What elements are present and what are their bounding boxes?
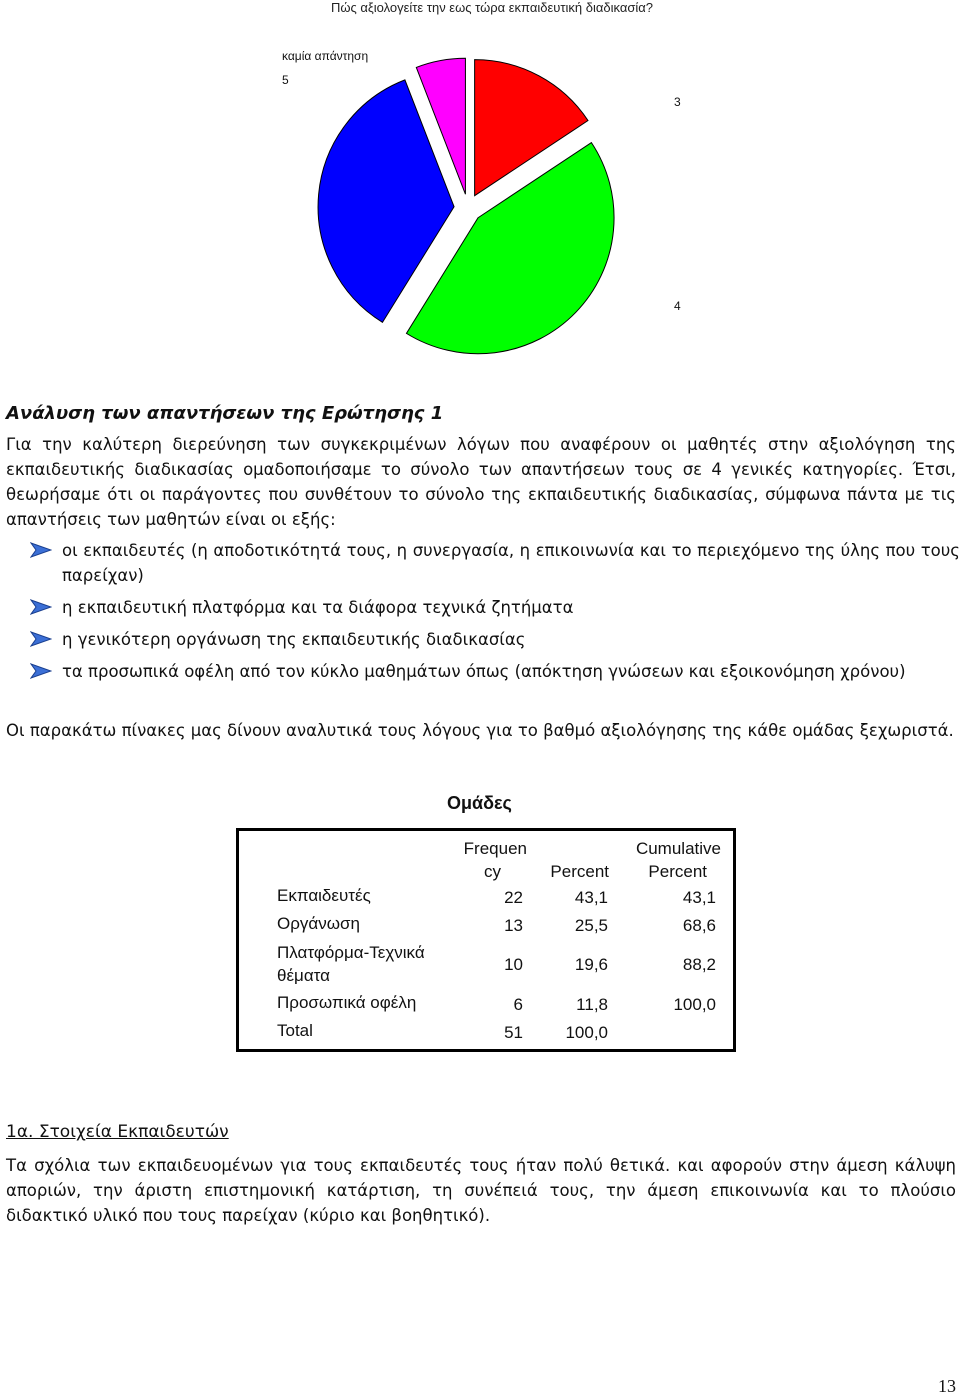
- category-list: [30, 538, 960, 684]
- subsection-title: 1α. Στοιχεία Εκπαιδευτών: [6, 1122, 229, 1142]
- row-label: Οργάνωση: [277, 914, 360, 933]
- row-frequency: 13: [504, 916, 523, 935]
- bullet-text: οι εκπαιδευτές (η αποδοτικότητά τους, η συνεργασία, η επικοινωνία και το περιεχόμενο της ύλης που τους παρείχαν): [62, 541, 960, 585]
- table-title: Ομάδες: [447, 793, 512, 813]
- row-frequency: 51: [504, 1023, 523, 1042]
- bullet-text: τα προσωπικά οφέλη από τον κύκλο μαθημάτων όπως (απόκτηση γνώσεων και εξοικονόμηση χρόνου): [62, 662, 906, 681]
- pie-chart: [260, 40, 700, 390]
- arrow-bullet-icon: [30, 631, 52, 647]
- list-item: [30, 538, 960, 588]
- row-cumulative: 43,1: [682, 888, 716, 907]
- header-percent: Percent: [550, 862, 609, 881]
- row-percent: 19,6: [574, 955, 608, 974]
- intro-paragraph: Για την καλύτερη διερεύνηση των συγκεκριμένων λόγων που αναφέρουν οι μαθητές στην αξιολόγηση της εκπαιδευτικής διαδικασίας ομαδοποιήσαμε το σύνολο των απαντήσεων τους σε 4 γενικές κατηγορίες. Έτσι, θεωρήσαμε ότι οι παράγοντες που συνθέτουν το σύνολο της εκπαιδευτικής διαδικασίας, σύμφωνα πάντα με τις απαντήσεις των μαθητών είναι οι εξής:: [6, 435, 956, 529]
- row-label: Εκπαιδευτές: [277, 886, 371, 905]
- bullet-text: η γενικότερη οργάνωση της εκπαιδευτικής διαδικασίας: [62, 630, 526, 649]
- slice-label: καμία απάντηση: [282, 49, 369, 63]
- slice-label: 4: [674, 299, 681, 313]
- row-cumulative: 100,0: [673, 995, 716, 1014]
- header-frequency-2: cy: [484, 862, 501, 881]
- header-cumulative-2: Percent: [648, 862, 707, 881]
- list-item: [30, 659, 960, 684]
- chart-title: Πώς αξιολογείτε την εως τώρα εκπαιδευτική διαδικασία?: [330, 0, 654, 15]
- section-title: Ανάλυση των απαντήσεων της Ερώτησης 1: [6, 403, 444, 424]
- row-percent: 43,1: [574, 888, 608, 907]
- arrow-bullet-icon: [30, 542, 52, 558]
- row-cumulative: 88,2: [682, 955, 716, 974]
- row-percent: 25,5: [574, 916, 608, 935]
- row-percent: 100,0: [565, 1023, 608, 1042]
- header-cumulative-1: Cumulative: [635, 839, 721, 858]
- subsection-paragraph: Τα σχόλια των εκπαιδευομένων για τους εκπαιδευτές τους ήταν πολύ θετικά. και αφορούν στην άμεση κάλυψη αποριών, την άριστη επιστημονική κατάρτιση, τη συνέπειά τους, την άμεση επικοινωνία και το πλούσιο διδακτικό υλικό που τους παρείχαν (κύριο και βοηθητικό).: [6, 1156, 956, 1225]
- row-cumulative: 68,6: [682, 916, 716, 935]
- row-label: Προσωπικά οφέλη: [277, 993, 417, 1012]
- slice-label: 5: [282, 73, 289, 87]
- row-label: Total: [277, 1021, 313, 1040]
- row-label: Πλατφόρμα-Τεχνικά θέματα: [277, 943, 425, 985]
- pie-slice-3: [318, 80, 454, 322]
- frequency-table: [236, 828, 736, 1052]
- header-frequency-1: Frequen: [463, 839, 527, 858]
- bullet-text: η εκπαιδευτική πλατφόρμα και τα διάφορα τεχνικά ζητήματα: [62, 598, 574, 617]
- page-number: 13: [938, 1376, 956, 1396]
- list-item: [30, 595, 960, 620]
- list-item: [30, 627, 960, 652]
- arrow-bullet-icon: [30, 599, 52, 615]
- slice-label: 3: [674, 95, 681, 109]
- outro-paragraph: Οι παρακάτω πίνακες μας δίνουν αναλυτικά τους λόγους για το βαθμό αξιολόγησης της κάθε ομάδας ξεχωριστά.: [6, 721, 954, 740]
- row-frequency: 6: [513, 995, 523, 1014]
- arrow-bullet-icon: [30, 663, 52, 679]
- row-percent: 11,8: [576, 995, 608, 1014]
- row-frequency: 22: [504, 888, 523, 907]
- row-frequency: 10: [504, 955, 523, 974]
